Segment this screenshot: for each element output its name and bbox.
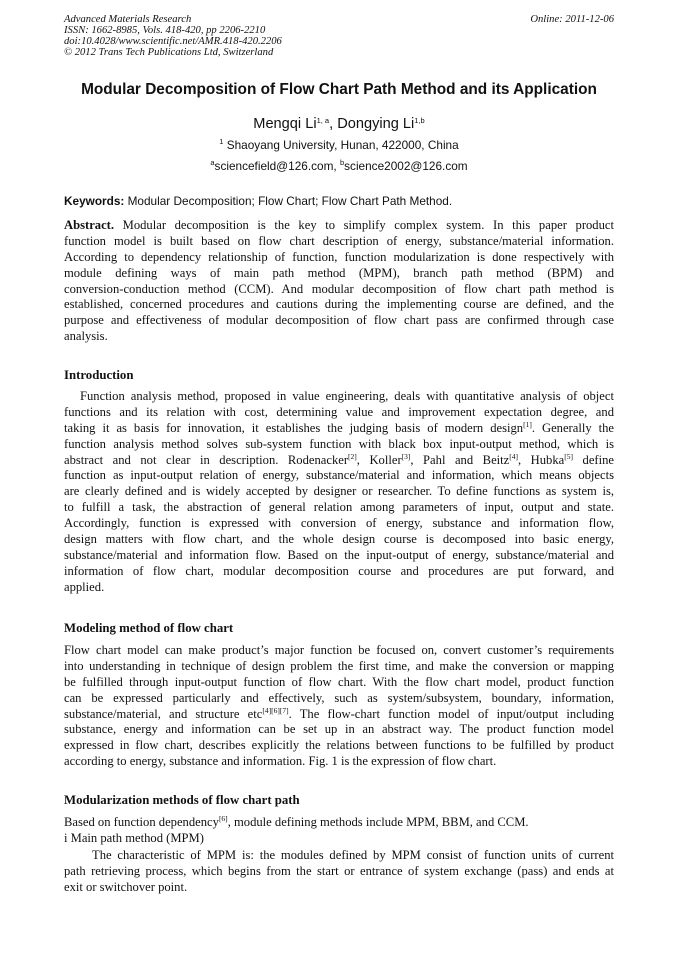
text-line xyxy=(64,516,614,532)
text-segment: substance/material and information flow. Based on the input-output of energy, substance/material and xyxy=(64,547,614,562)
mpm-subheading xyxy=(64,831,614,847)
text-segment: According to dependency relationship of function, function modularization is done respectively with xyxy=(64,249,614,264)
citation-ref: [4][6][7] xyxy=(262,705,289,715)
text-segment: Modular decomposition is the key to simplify complex system. In this paper product xyxy=(114,218,614,232)
text-line xyxy=(64,864,614,880)
text-segment: The characteristic of MPM is: the modules defined by MPM consist of function units of current xyxy=(92,848,614,862)
text-segment: taking it as basis for innovation, it establishes the judging basis of modern design xyxy=(64,420,524,435)
text-line xyxy=(64,250,614,266)
online-date: Online: 2011-12-06 xyxy=(530,14,614,25)
text-segment: Flow chart model can make product’s major function be focused on, convert customer’s requirements xyxy=(64,643,614,657)
text-line xyxy=(64,831,614,847)
email: sciencefield@126.com, xyxy=(214,159,340,173)
text-line xyxy=(64,659,614,675)
text-line xyxy=(64,532,614,548)
author-name: Mengqi Li xyxy=(253,116,317,132)
citation-ref: [2] xyxy=(348,451,357,461)
text-segment: substance/material, and structure etc xyxy=(64,706,263,721)
heading-introduction: Introduction xyxy=(64,368,134,382)
mpm-paragraph xyxy=(64,848,614,896)
text-segment: to fulfill a task, the abstraction of general relation among parameters of input, output and state. xyxy=(64,500,614,515)
issn: ISSN: 1662-8985, Vols. 418-420, pp 2206-2210 xyxy=(64,25,266,36)
text-line xyxy=(64,437,614,453)
journal-header xyxy=(64,14,282,58)
emails xyxy=(0,159,678,173)
text-segment: module defining ways of main path method (MPM), branch path method (BPM) and xyxy=(64,265,614,280)
text-line xyxy=(64,675,614,691)
text-segment: analysis. xyxy=(64,329,108,344)
text-segment: conversion-conduction method (CCM). And modular decomposition of flow chart path method is xyxy=(64,281,614,296)
citation-ref: [3] xyxy=(401,451,411,461)
text-segment: expressed in flow chart, describes explicitly the relations between functions to be fulfilled by product xyxy=(64,738,614,753)
citation-ref: [4] xyxy=(509,451,518,461)
text-segment: . Generally the xyxy=(531,420,614,435)
text-segment: design matters with flow chart, and the whole design course is decomposed into basic energy, xyxy=(64,532,614,547)
text-segment: according to energy, substance and information. Fig. 1 is the expression of flow chart. xyxy=(64,754,497,769)
modularization-intro xyxy=(64,815,614,831)
text-segment: are clearly defined and is widely accepted by designer or researcher. To define functions as system is, xyxy=(64,484,614,499)
text-line xyxy=(64,691,614,707)
text-line xyxy=(64,754,614,770)
text-segment: into understanding in technique of design problem the first time, and make the conversion or mapping xyxy=(64,658,614,673)
author-affil-sup: 1,b xyxy=(414,116,425,125)
text-line xyxy=(64,815,614,831)
keywords-text: Modular Decomposition; Flow Chart; Flow Chart Path Method. xyxy=(124,194,453,208)
author-separator: , xyxy=(329,116,338,132)
text-segment: purpose and effectiveness of modular decomposition of flow chart pass are confirmed through case xyxy=(64,313,614,328)
text-line xyxy=(64,329,614,345)
text-segment: abstract and not clear in description. Rodenacker xyxy=(64,452,349,467)
text-segment: be fulfilled through input-output function of flow chart. With the flow chart model, product function xyxy=(64,674,614,689)
text-segment: , module defining methods include MPM, BBM, and CCM. xyxy=(227,815,529,829)
text-line xyxy=(64,738,614,754)
text-line xyxy=(64,707,614,723)
text-segment: applied. xyxy=(64,579,105,594)
text-segment: define xyxy=(573,452,614,467)
text-segment: , Hubka xyxy=(518,452,565,467)
text-segment: Function analysis method, proposed in value engineering, deals with quantitative analysis of object xyxy=(80,389,614,403)
text-line xyxy=(64,218,614,234)
text-segment: , Pahl and Beitz xyxy=(410,452,510,467)
paper-title: Modular Decomposition of Flow Chart Path Method and its Application xyxy=(81,81,597,98)
text-line xyxy=(64,468,614,484)
doi: doi:10.4028/www.scientific.net/AMR.418-420.2206 xyxy=(64,36,282,47)
text-segment: Based on function dependency xyxy=(64,815,219,829)
text-line xyxy=(64,580,614,596)
text-segment: can be expressed particularly and effectively, such as system/subsystem, boundary, information, xyxy=(64,690,614,705)
citation-ref: [6] xyxy=(218,814,228,823)
text-segment: function as input-output relation of energy, substance/material and information, which means objects xyxy=(64,468,614,483)
text-line xyxy=(64,643,614,659)
text-line xyxy=(64,389,614,405)
email-sup: a xyxy=(210,158,215,167)
citation-ref: [5] xyxy=(564,451,573,461)
text-segment: function analysis method solves sub-system function with black box input-output method, which is xyxy=(64,436,614,451)
email-sup: b xyxy=(339,158,345,167)
email: science2002@126.com xyxy=(344,159,468,173)
text-line xyxy=(64,421,614,437)
text-segment: path retrieving process, which begins from the start or entrance of system exchange (pass) and ends at xyxy=(64,863,614,878)
author-affil-sup: 1, a xyxy=(316,116,330,125)
authors xyxy=(0,116,678,132)
intro-paragraph xyxy=(64,389,614,596)
text-line xyxy=(64,453,614,469)
copyright: © 2012 Trans Tech Publications Ltd, Switzerland xyxy=(64,47,274,58)
text-line xyxy=(64,484,614,500)
text-segment: . The flow-chart function model of input/output including xyxy=(288,706,614,721)
abstract-label: Abstract. xyxy=(64,218,115,232)
affil-sup: 1 xyxy=(219,137,224,146)
text-line xyxy=(64,880,614,896)
text-line xyxy=(64,405,614,421)
heading-modularization: Modularization methods of flow chart path xyxy=(64,793,300,807)
keywords-label: Keywords: xyxy=(64,194,125,208)
text-segment: established, concerned procedures and cautions during the implementing course are defined, and the xyxy=(64,297,614,312)
text-segment: , Koller xyxy=(356,452,402,467)
text-segment: exit or switchover point. xyxy=(64,879,188,894)
affil-text: Shaoyang University, Hunan, 422000, China xyxy=(223,138,459,152)
text-segment: functions and its relation with cost, determining value and improvement expectation degree, and xyxy=(64,404,614,419)
text-segment: Accordingly, function is expressed with conversion of energy, substance and information flow, xyxy=(64,516,614,531)
text-line xyxy=(64,297,614,313)
text-segment: information of flow chart, modular decomposition course and procedures are put forward, and xyxy=(64,563,614,578)
citation-ref: [1] xyxy=(523,419,532,429)
text-segment: substance, energy and information can be set up in an abstract way. The product function model xyxy=(64,722,614,737)
text-segment: i Main path method (MPM) xyxy=(64,831,204,845)
text-line xyxy=(64,848,614,864)
text-line xyxy=(64,564,614,580)
journal-name: Advanced Materials Research xyxy=(64,14,192,25)
text-line xyxy=(64,500,614,516)
affiliation xyxy=(0,138,678,152)
text-line xyxy=(64,282,614,298)
text-line xyxy=(64,722,614,738)
text-line xyxy=(64,234,614,250)
modeling-paragraph xyxy=(64,643,614,770)
abstract xyxy=(64,218,614,345)
text-segment: function model is built based on flow chart description of energy, substance/material information. xyxy=(64,233,614,248)
text-line xyxy=(64,548,614,564)
text-line xyxy=(64,313,614,329)
text-line xyxy=(64,266,614,282)
author-name: Dongying Li xyxy=(337,116,415,132)
heading-modeling: Modeling method of flow chart xyxy=(64,621,234,635)
keywords xyxy=(64,194,452,208)
